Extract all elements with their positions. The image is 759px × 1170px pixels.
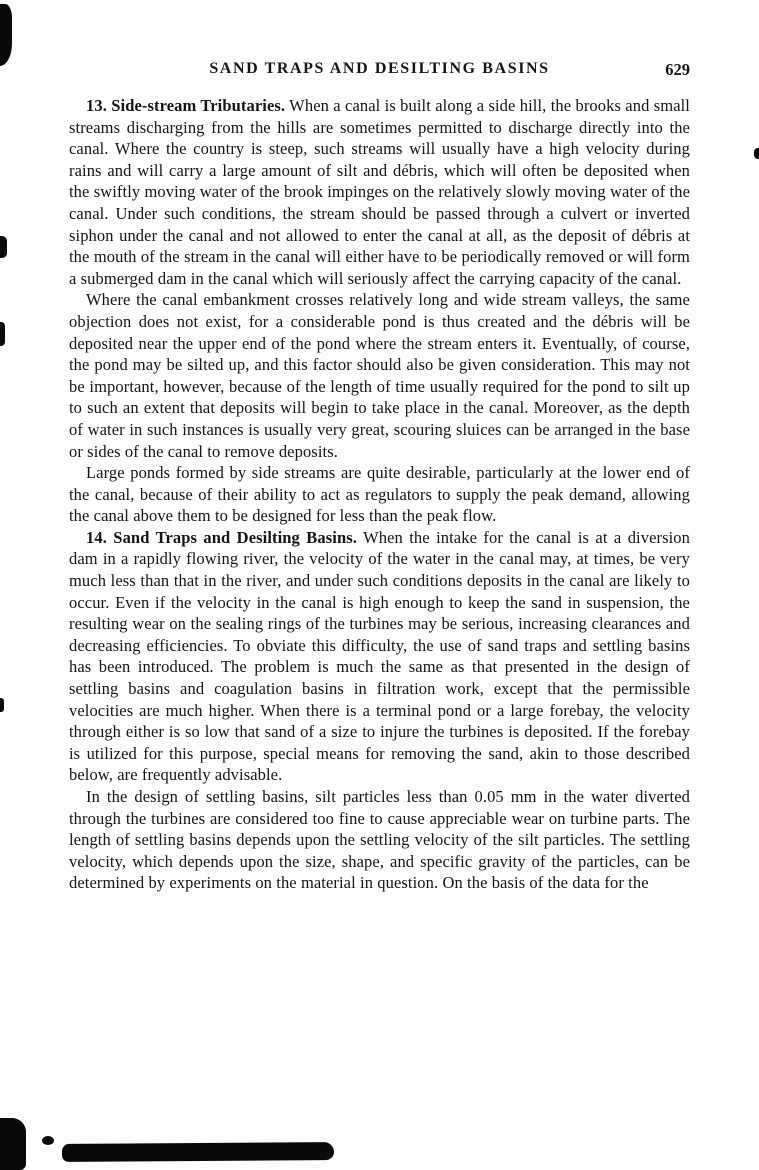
scan-artifact [42, 1136, 54, 1145]
paragraph-13-side-stream-tributaries [69, 95, 690, 289]
scan-artifact [754, 148, 759, 159]
scan-artifact [0, 236, 7, 258]
page-number: 629 [665, 60, 690, 79]
scan-artifact [62, 1142, 334, 1162]
paragraph-text: When a canal is built along a side hill, the brooks and small streams discharging from the hills are sometimes permitted to discharge directly into the canal. Where the country is steep, such streams will usually have a high velocity during rains and will carry a large amount of silt and débris, which will often be deposited when the swiftly moving water of the brook impinges on the relatively slowly moving water of the canal. Under such conditions, the stream should be passed through a culvert or inverted siphon under the canal and not allowed to enter the canal at all, as the deposit of débris at the mouth of the stream in the canal will either have to be periodically removed or will form a submerged dam in the canal which will seriously affect the carrying capacity of the canal. [69, 96, 690, 288]
scan-artifact [0, 4, 12, 66]
paragraph-text: Where the canal embankment crosses relatively long and wide stream valleys, the same objection does not exist, for a considerable pond is thus created and the débris will be deposited near the upper end of the pond where the stream enters it. Eventually, of course, the pond may be silted up, and this factor should also be given consideration. This may not be important, however, because of the length of time usually required for the pond to silt up to such an extent that deposits will begin to take place in the canal. Moreover, as the depth of water in such instances is usually very great, scouring sluices can be arranged in the base or sides of the canal to remove deposits. [69, 290, 690, 461]
page-body [69, 95, 690, 894]
scan-artifact [0, 1118, 26, 1170]
paragraph [69, 786, 690, 894]
scan-artifact [0, 322, 5, 346]
paragraph [69, 289, 690, 462]
paragraph-lead: 13. Side-stream Tributaries. [86, 96, 286, 115]
running-title: SAND TRAPS AND DESILTING BASINS [209, 60, 550, 77]
paragraph-text: In the design of settling basins, silt particles less than 0.05 mm in the water diverted through the turbines are considered too fine to cause appreciable wear on turbine parts. The length of settling basins depends upon the settling velocity of the silt particles. The settling velocity, which depends upon the size, shape, and specific gravity of the particles, can be determined by experiments on the material in question. On the basis of the data for the [69, 787, 690, 893]
paragraph-14-sand-traps-desilting-basins [69, 527, 690, 786]
scan-artifact [0, 698, 4, 712]
paragraph [69, 462, 690, 527]
paragraph-text: Large ponds formed by side streams are quite desirable, particularly at the lower end of the canal, because of their ability to act as regulators to supply the peak demand, allowing the canal above them to be designed for less than the peak flow. [69, 463, 690, 526]
paragraph-lead: 14. Sand Traps and Desilting Basins. [86, 527, 357, 547]
paragraph-text: When the intake for the canal is at a diversion dam in a rapidly flowing river, the velocity of the water in the canal may, at times, be very much less than that in the river, and under such conditions deposits in the canal are likely to occur. Even if the velocity in the canal is high enough to keep the sand in suspension, the resulting wear on the sealing rings of the turbines may be serious, increasing clearances and decreasing efficiencies. To obviate this difficulty, the use of sand traps and settling basins has been introduced. The problem is much the same as that presented in the design of settling basins and coagulation basins in filtration work, except that the permissible velocities are much higher. When there is a terminal pond or a large forebay, the velocity through either is so low that sand of a size to injure the turbines is deposited. If the forebay is utilized for this purpose, special means for removing the sand, akin to those described below, are frequently advisable. [69, 527, 690, 785]
page-header [69, 60, 690, 82]
